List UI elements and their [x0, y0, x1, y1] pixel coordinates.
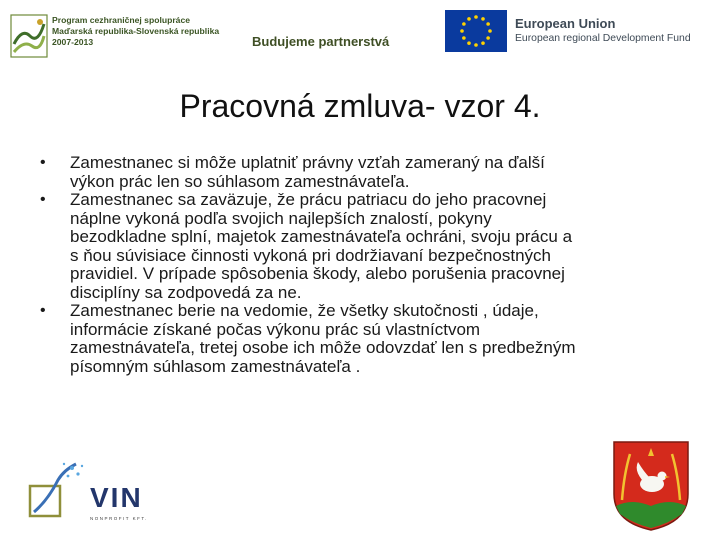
bullet-line: Zamestnanec si môže uplatniť právny vzťah zameraný na ďalší: [70, 153, 545, 172]
bullet-item: [42, 154, 672, 191]
eu-star-icon: [462, 36, 466, 40]
bullet-line: s ňou súvisiace činnosti vykoná pri dodržiavaní bezpečnostných: [70, 245, 551, 265]
eu-star-icon: [460, 29, 464, 33]
coat-of-arms-icon: [612, 440, 690, 532]
program-line-3: 2007-2013: [52, 37, 94, 47]
bullet-line: písomným súhlasom zamestnávateľa .: [70, 356, 361, 376]
eu-star-icon: [488, 29, 492, 33]
eu-title: European Union: [515, 16, 616, 31]
bullet-line: výkon prác len so súhlasom zamestnávateľa.: [70, 171, 410, 191]
vin-logo: [28, 460, 148, 532]
program-line-1: Program cezhraničnej spolupráce: [52, 15, 191, 25]
program-text: [52, 15, 219, 48]
bullet-line: Zamestnanec sa zaväzuje, že prácu patriacu do jeho pracovnej: [70, 190, 547, 209]
program-line-2: Maďarská republika-Slovenská republika: [52, 26, 220, 36]
slide-title: Pracovná zmluva- vzor 4.: [179, 88, 541, 124]
bullet-line: informácie získané počas výkonu prác sú vlastníctvom: [70, 319, 481, 339]
bullet-line: náplne vykoná podľa svojich najlepších znalostí, pokyny: [70, 208, 492, 228]
bullet-marker: •: [40, 302, 46, 319]
eu-star-icon: [486, 22, 490, 26]
vin-subtitle: NONPROFIT KFT.: [90, 516, 148, 521]
eu-star-icon: [467, 17, 471, 21]
eu-star-icon: [481, 17, 485, 21]
motto: Budujeme partnerstvá: [252, 34, 390, 49]
eu-star-icon: [481, 41, 485, 45]
eu-flag-icon: [445, 10, 507, 52]
bullet-item: [42, 302, 672, 376]
eu-star-icon: [474, 43, 478, 47]
program-logo: [10, 12, 240, 62]
bullet-line: zamestnávateľa, tretej osobe ich môže odovzdať len s predbežným: [70, 338, 576, 357]
bullet-line: Zamestnanec berie na vedomie, že všetky skutočnosti , údaje,: [70, 301, 539, 320]
vin-emblem-icon: [28, 460, 90, 532]
program-emblem-icon: [10, 14, 48, 58]
eu-star-icon: [467, 41, 471, 45]
eu-star-icon: [462, 22, 466, 26]
eu-logo: [445, 10, 715, 54]
eu-subtitle: European regional Development Fund: [515, 33, 691, 44]
bullet-line: pravidiel. V prípade spôsobenia škody, alebo porušenia pracovnej: [70, 264, 565, 283]
vin-name: VIN: [90, 482, 143, 513]
bullet-line: bezodkladne splní, majetok zamestnávateľa ochráni, svoju prácu a: [70, 227, 573, 246]
bullet-marker: •: [40, 191, 46, 208]
bullet-marker: •: [40, 154, 46, 171]
bullet-item: [42, 191, 672, 302]
bullet-line: disciplíny sa zodpovedá za ne.: [70, 282, 302, 302]
bullet-list: [42, 154, 672, 376]
eu-star-icon: [474, 15, 478, 19]
eu-star-icon: [486, 36, 490, 40]
